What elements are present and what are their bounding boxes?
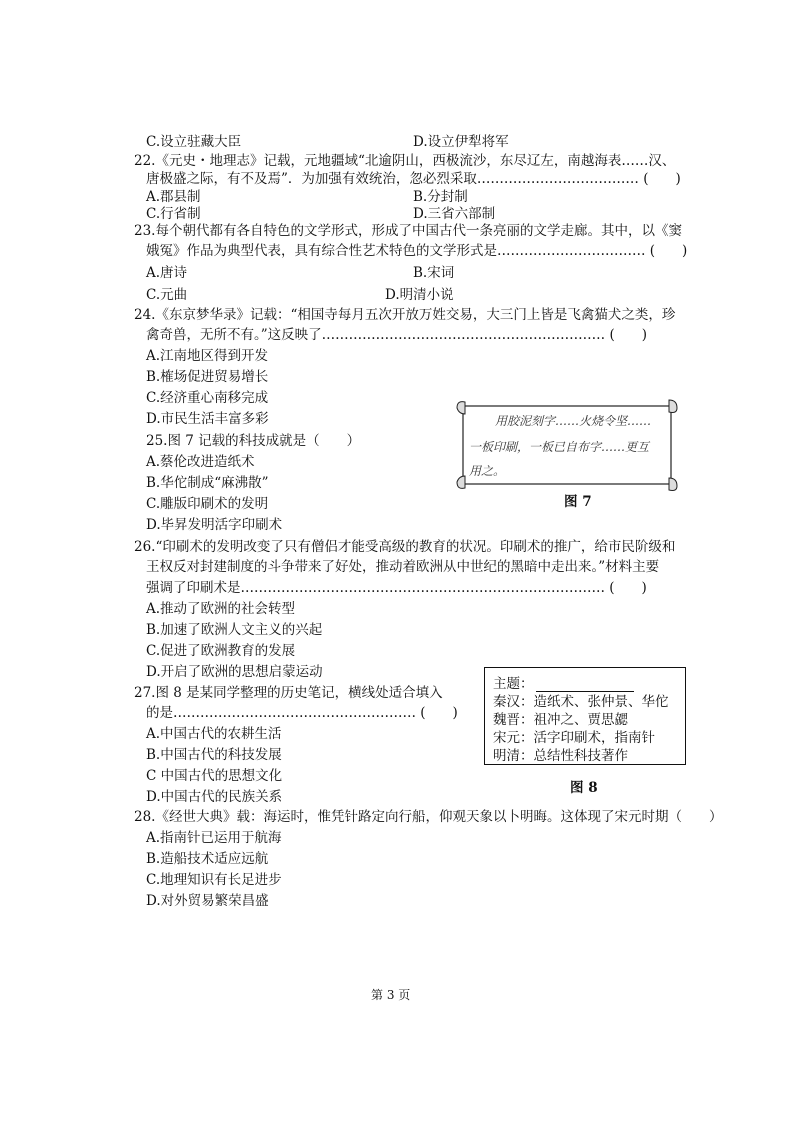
q21-option-d: D.设立伊犁将军	[413, 134, 509, 150]
q25-option-a: A.蔡伦改进造纸术	[146, 454, 255, 470]
q27-option-c: C 中国古代的思想文化	[146, 768, 283, 784]
q24-option-c: C.经济重心南移完成	[146, 390, 269, 406]
q26-option-b: B.加速了欧洲人文主义的兴起	[146, 622, 323, 638]
q23-option-a: A.唐诗	[146, 265, 188, 281]
q25-option-d: D.毕昇发明活字印刷术	[146, 517, 283, 533]
figure7-text-line3: 用之。	[469, 464, 506, 478]
q28-option-a: A.指南针已运用于航海	[146, 830, 282, 846]
q24-stem-line2: 禽奇兽，无所不有。”这反映了……………………………………………………… ( )	[146, 327, 647, 343]
figure8-row-qinhan: 秦汉：造纸术、张仲景、华佗	[493, 694, 669, 710]
q22-stem-line1: 22.《元史・地理志》记载，元地疆域“北逾阴山，西极流沙，东尽辽左，南越海表……汉、	[134, 153, 676, 169]
q23-stem-line2: 娥冤》作品为典型代表，具有综合性艺术特色的文学形式是…………………………… ( )	[146, 243, 688, 259]
q26-stem-line3: 强调了印刷术是……………………………………………………………………… ( )	[146, 580, 647, 596]
q28-option-d: D.对外贸易繁荣昌盛	[146, 893, 269, 909]
q25-option-c: C.雕版印刷术的发明	[146, 496, 269, 512]
q24-option-d: D.市民生活丰富多彩	[146, 411, 269, 427]
figure8-note-box	[484, 667, 686, 765]
q24-stem-line1: 24.《东京梦华录》记载：“相国寺每月五次开放万姓交易，大三门上皆是飞禽猫犬之类，珍	[134, 307, 676, 323]
figure8-topic-row	[493, 672, 634, 692]
figure8-row-mingqing: 明清：总结性科技著作	[493, 748, 628, 764]
q26-option-d: D.开启了欧洲的思想启蒙运动	[146, 664, 323, 680]
figure8-row-songyuan: 宋元：活字印刷术，指南针	[493, 730, 655, 746]
q24-option-a: A.江南地区得到开发	[146, 348, 269, 364]
figure7-scroll	[455, 398, 679, 492]
q27-option-d: D.中国古代的民族关系	[146, 789, 283, 805]
q27-stem-line1: 27.图 8 是某同学整理的历史笔记，横线处适合填入	[134, 685, 443, 701]
figure7-text-line2: 一板印刷，一板已自布字……更互	[469, 440, 650, 454]
q22-option-b: B.分封制	[413, 189, 468, 205]
q22-option-c: C.行省制	[146, 206, 201, 222]
q22-option-a: A.郡县制	[146, 189, 201, 205]
q21-option-c: C.设立驻藏大臣	[146, 134, 242, 150]
page-number: 第 3 页	[371, 988, 411, 1002]
q23-option-b: B.宋词	[413, 265, 455, 281]
q25-stem: 25.图 7 记载的科技成就是（ ）	[146, 433, 361, 449]
figure7-text-line1: 用胶泥刻字……火烧令坚……	[495, 414, 652, 428]
q27-option-b: B.中国古代的科技发展	[146, 747, 282, 763]
q26-stem-line1: 26.“印刷术的发明改变了只有僧侣才能受高级的教育的状况。印刷术的推广，给市民阶级和	[134, 539, 676, 555]
q25-option-b: B.华佗制成“麻沸散”	[146, 475, 269, 491]
q22-stem-line2: 唐极盛之际，有不及焉”．为加强有效统治，忽必烈采取……………………………… ( )	[146, 171, 681, 187]
q23-option-c: C.元曲	[146, 287, 188, 303]
q22-option-d: D.三省六部制	[413, 206, 496, 222]
figure8-label: 图 8	[570, 780, 598, 796]
q28-stem: 28.《经世大典》载：海运时，惟凭针路定向行船，仰观天象以卜明晦。这体现了宋元时期（ ）	[134, 809, 723, 825]
q23-stem-line1: 23.每个朝代都有各自特色的文学形式，形成了中国古代一条亮丽的文学走廊。其中，以《窦	[134, 223, 682, 239]
q23-option-d: D.明清小说	[385, 287, 454, 303]
q28-option-c: C.地理知识有长足进步	[146, 872, 282, 888]
q26-option-c: C.促进了欧洲教育的发展	[146, 643, 296, 659]
figure7-label: 图 7	[564, 494, 592, 510]
q24-option-b: B.榷场促进贸易增长	[146, 369, 269, 385]
q26-option-a: A.推动了欧洲的社会转型	[146, 601, 296, 617]
q27-stem-line2: 的是……………………………………………… ( )	[146, 705, 458, 721]
q27-option-a: A.中国古代的农耕生活	[146, 726, 282, 742]
q26-stem-line2: 王权反对封建制度的斗争带来了好处，推动着欧洲从中世纪的黑暗中走出来。”材料主要	[146, 559, 660, 575]
q28-option-b: B.造船技术适应远航	[146, 851, 269, 867]
figure8-row-weijin: 魏晋：祖冲之、贾思勰	[493, 712, 628, 728]
figure8-topic-label: 主题：	[493, 676, 534, 692]
